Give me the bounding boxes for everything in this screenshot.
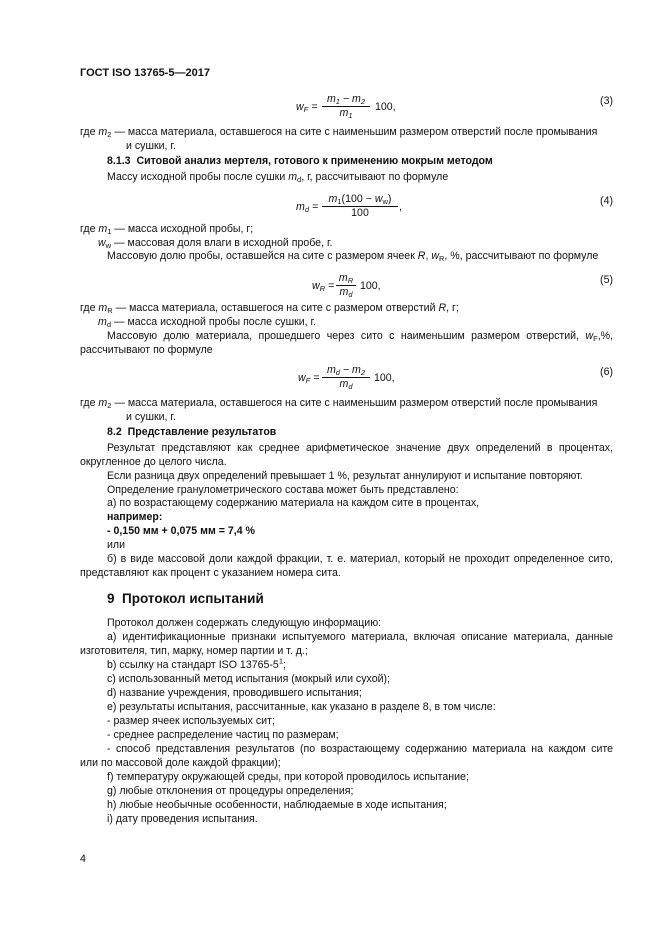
eq5-tail: 100, bbox=[360, 280, 381, 292]
results-line-3: Если разница двух определений превышает 1 %, результат аннулируют и испытание повторяют. bbox=[107, 470, 583, 482]
passed-paragraph-line2: рассчитывают по формуле bbox=[80, 344, 213, 356]
section-9-heading: 9 Протокол испытаний bbox=[107, 591, 264, 606]
results-or: или bbox=[107, 539, 126, 551]
eq4-fraction: $\frac{m_1(100 - w_w)}{100}$ bbox=[322, 193, 398, 220]
results-line-4: Определение гранулометрического состава может быть представлено: bbox=[107, 484, 459, 496]
protocol-item-d: d) название учреждения, проводившего испытания; bbox=[107, 687, 362, 699]
protocol-item-g: g) любые отклонения от процедуры определения; bbox=[107, 785, 354, 797]
page-header-title: ГОСТ ISO 13765-5—2017 bbox=[80, 67, 210, 79]
eq3-fraction: $\frac{m_1 - m_2}{m_1}$ bbox=[322, 93, 370, 120]
results-example-value: - 0,150 мм + 0,075 мм = 7,4 % bbox=[107, 525, 255, 537]
def4-line-b: $w_w$ — массовая доля влаги в исходной пробе, г. bbox=[98, 237, 333, 250]
eq4-number: (4) bbox=[600, 195, 613, 207]
protocol-item-e-sub3-line1: - способ представления результатов (по возрастающему содержанию материала на каждом сите bbox=[107, 743, 613, 755]
def5-line-a: где $m_R$ — масса материала, оставшегося на сите с размером отверстий R, г; bbox=[80, 302, 459, 315]
passed-paragraph-line1: Массовую долю материала, прошедшего через сито с наименьшим размером отверстий, $w_F,\%$, bbox=[107, 330, 613, 343]
eq6-lhs: $w_F$ = bbox=[298, 372, 320, 385]
eq5-number: (5) bbox=[600, 274, 613, 286]
results-line-1: Результат представляют как среднее арифметическое значение двух определений в процентах, bbox=[107, 442, 613, 454]
protocol-item-e-sub3-line2: или по массовой доле каждой фракции); bbox=[80, 757, 281, 769]
def5-line-b: $m_d$ — масса исходной пробы после сушки, г. bbox=[98, 316, 317, 329]
protocol-intro: Протокол должен содержать следующую информацию: bbox=[107, 617, 382, 629]
results-example-label: например: bbox=[107, 511, 163, 523]
protocol-item-i: i) дату проведения испытания. bbox=[107, 813, 258, 825]
results-item-b-line2: представляют как процент с указанием номера сита. bbox=[80, 567, 341, 579]
protocol-item-h: h) любые необычные особенности, наблюдаемые в ходе испытания; bbox=[107, 799, 447, 811]
protocol-item-a-line1: а) идентификационные признаки испытуемого материала, включая описание материала, данные bbox=[107, 631, 613, 643]
protocol-item-f: f) температуру окружающей среды, при которой проводилось испытание; bbox=[107, 771, 469, 783]
eq3-tail: 100, bbox=[375, 101, 396, 113]
eq6-tail: 100, bbox=[374, 372, 395, 384]
eq6-number: (6) bbox=[600, 366, 613, 378]
results-item-b-line1: б) в виде массовой доли каждой фракции, т. е. материал, который не проходит определенное сито, bbox=[107, 553, 613, 565]
mass-paragraph: Массу исходной пробы после сушки $m_d$, г, рассчитывают по формуле bbox=[107, 171, 449, 184]
residue-paragraph: Массовую долю пробы, оставшейся на сите с размером ячеек R, $w_R$, %, рассчитывают по формуле bbox=[107, 250, 599, 263]
eq6-fraction: $\frac{m_d - m_2}{m_d}$ bbox=[322, 364, 370, 391]
protocol-item-a-line2: изготовителя, тип, марку, номер партии и т. д.; bbox=[80, 645, 308, 657]
def6-line1: где $m_2$ — масса материала, оставшегося на сите с наименьшим размером отверстий после промывания bbox=[80, 397, 598, 410]
protocol-item-e-sub1: - размер ячеек используемых сит; bbox=[107, 715, 275, 727]
results-line-2: округленное до целого числа. bbox=[80, 456, 227, 468]
protocol-item-e-sub2: - среднее распределение частиц по размерам; bbox=[107, 729, 339, 741]
eq5-lhs: $w_R$ = bbox=[312, 280, 335, 293]
eq5-fraction: $\frac{m_R}{m_d}$ bbox=[336, 272, 356, 299]
results-item-a: а) по возрастающему содержанию материала на каждом сите в процентах, bbox=[107, 497, 480, 509]
protocol-item-b: b) ссылку на стандарт ISO $13765-5^1$; bbox=[107, 656, 286, 671]
eq4-lhs: $m_d$ = bbox=[296, 201, 319, 214]
eq3-lhs: $w_F$ = bbox=[296, 101, 318, 114]
def3-line2: и сушки, г. bbox=[126, 140, 176, 152]
protocol-item-c: c) использованный метод испытания (мокрый или сухой); bbox=[107, 673, 390, 685]
def3-line1: где $m_2$ — масса материала, оставшегося на сите с наименьшим размером отверстий после промывания bbox=[80, 126, 598, 139]
page-number: 4 bbox=[80, 853, 86, 865]
def6-line2: и сушки, г. bbox=[126, 411, 176, 423]
section-8-2-heading: 8.2 Представление результатов bbox=[107, 426, 277, 438]
section-8-1-3-heading: 8.1.3 Ситовой анализ мертеля, готового к применению мокрым методом bbox=[107, 155, 493, 167]
eq4-tail: , bbox=[399, 201, 402, 213]
protocol-item-e: e) результаты испытания, рассчитанные, как указано в разделе 8, в том числе: bbox=[107, 701, 496, 713]
eq3-number: (3) bbox=[600, 95, 613, 107]
def4-line-a: где $m_1$ — масса исходной пробы, г; bbox=[80, 223, 254, 236]
